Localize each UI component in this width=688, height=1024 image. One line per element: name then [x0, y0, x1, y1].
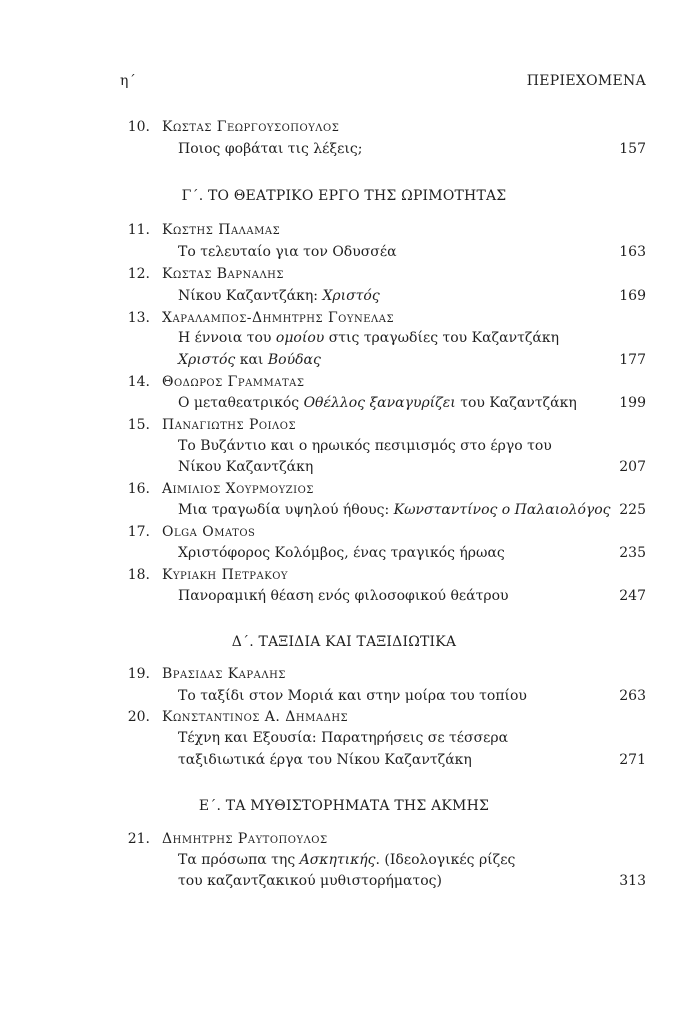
entry-number: 13.: [127, 310, 150, 326]
running-title: ΠΕΡΙΕΧΟΜΕΝΑ: [526, 73, 646, 89]
entry-author: Κωστας Βαρναλης: [162, 266, 284, 282]
entry-title: Χριστόφορος Κολόμβος, ένας τραγικός ήρωας: [178, 545, 505, 561]
entry-author: Βρασιδας Καραλης: [162, 666, 286, 682]
entry-title: Το Βυζάντιο και ο ηρωικός πεσιμισμός στο έργο του: [178, 438, 552, 454]
entry-title: Ποιος φοβάται τις λέξεις;: [178, 141, 363, 157]
entry-title-cont: του καζαντζακικού μυθιστορήματος): [178, 873, 442, 889]
entry-number: 18.: [127, 567, 150, 583]
entry-number: 19.: [127, 666, 150, 682]
section-heading: Γ΄. ΤΟ ΘΕΑΤΡΙΚΟ ΕΡΓΟ ΤΗΣ ΩΡΙΜΟΤΗΤΑΣ: [181, 188, 507, 204]
entry-author: Θοδωρος Γραμματας: [162, 374, 305, 390]
entry-title: Η έννοια του ομοίου στις τραγωδίες του Καζαντζάκη: [178, 330, 560, 346]
entry-page: 163: [619, 244, 646, 260]
entry-title-cont: Χριστός και Βούδας: [178, 352, 321, 368]
entry-number: 20.: [127, 709, 150, 725]
entry-author: Χαραλαμπος-Δημητρης Γουνελας: [162, 310, 395, 326]
entry-number: 11.: [127, 222, 150, 238]
entry-author: Olga Omatos: [162, 524, 256, 540]
entry-page: 225: [619, 502, 646, 518]
entry-title: Νίκου Καζαντζάκη: Χριστός: [178, 288, 380, 304]
entry-title: Τα πρόσωπα της Ασκητικής. (Ιδεολογικές ρίζες: [178, 852, 516, 868]
entry-author: Κωνσταντινος Α. Δημαδης: [162, 709, 349, 725]
entry-page: 169: [619, 288, 646, 304]
entry-page: 199: [619, 395, 646, 411]
entry-title: Ο μεταθεατρικός Οθέλλος ξαναγυρίζει του Καζαντζάκη: [178, 395, 577, 411]
entry-page: 157: [619, 141, 646, 157]
entry-page: 263: [619, 688, 646, 704]
entry-author: Αιμιλιος Χουρμουζιος: [162, 481, 314, 497]
entry-number: 15.: [127, 417, 150, 433]
entry-page: 313: [619, 873, 646, 889]
entry-author: Κωστης Παλαμας: [162, 222, 281, 238]
entry-page: 207: [619, 459, 646, 475]
entry-author: Δημητρης Ραυτοπουλος: [162, 831, 328, 847]
entry-number: 14.: [127, 374, 150, 390]
entry-author: Κυριακη Πετρακου: [162, 567, 289, 583]
entry-page: 247: [619, 588, 646, 604]
entry-title-cont: ταξιδιωτικά έργα του Νίκου Καζαντζάκη: [178, 752, 472, 768]
entry-author: Παναγιωτης Ροιλος: [162, 417, 297, 433]
section-heading: Δ΄. ΤΑΞΙΔΙΑ ΚΑΙ ΤΑΞΙΔΙΩΤΙΚΑ: [231, 634, 457, 650]
entry-title: Πανοραμική θέαση ενός φιλοσοφικού θεάτρου: [178, 588, 509, 604]
entry-author: Κωστας Γεωργουσοπουλος: [162, 119, 340, 135]
entry-title: Το ταξίδι στον Μοριά και στην μοίρα του τοπίου: [178, 688, 527, 704]
entry-title: Μια τραγωδία υψηλού ήθους: Κωνσταντίνος ο Παλαιολόγος: [178, 502, 611, 518]
entry-number: 21.: [127, 831, 150, 847]
entry-title-cont: Νίκου Καζαντζάκη: [178, 459, 314, 475]
entry-page: 271: [619, 752, 646, 768]
entry-number: 16.: [127, 481, 150, 497]
entry-page: 235: [619, 545, 646, 561]
entry-number: 12.: [127, 266, 150, 282]
entry-number: 10.: [127, 119, 150, 135]
entry-page: 177: [619, 352, 646, 368]
entry-title: Τέχνη και Εξουσία: Παρατηρήσεις σε τέσσερα: [178, 730, 509, 746]
entry-number: 17.: [127, 524, 150, 540]
entry-title: Το τελευταίο για τον Οδυσσέα: [178, 244, 397, 260]
page-numeral: η΄: [120, 73, 136, 89]
section-heading: Ε΄. ΤΑ ΜΥΘΙΣΤΟΡΗΜΑΤΑ ΤΗΣ ΑΚΜΗΣ: [198, 798, 490, 814]
